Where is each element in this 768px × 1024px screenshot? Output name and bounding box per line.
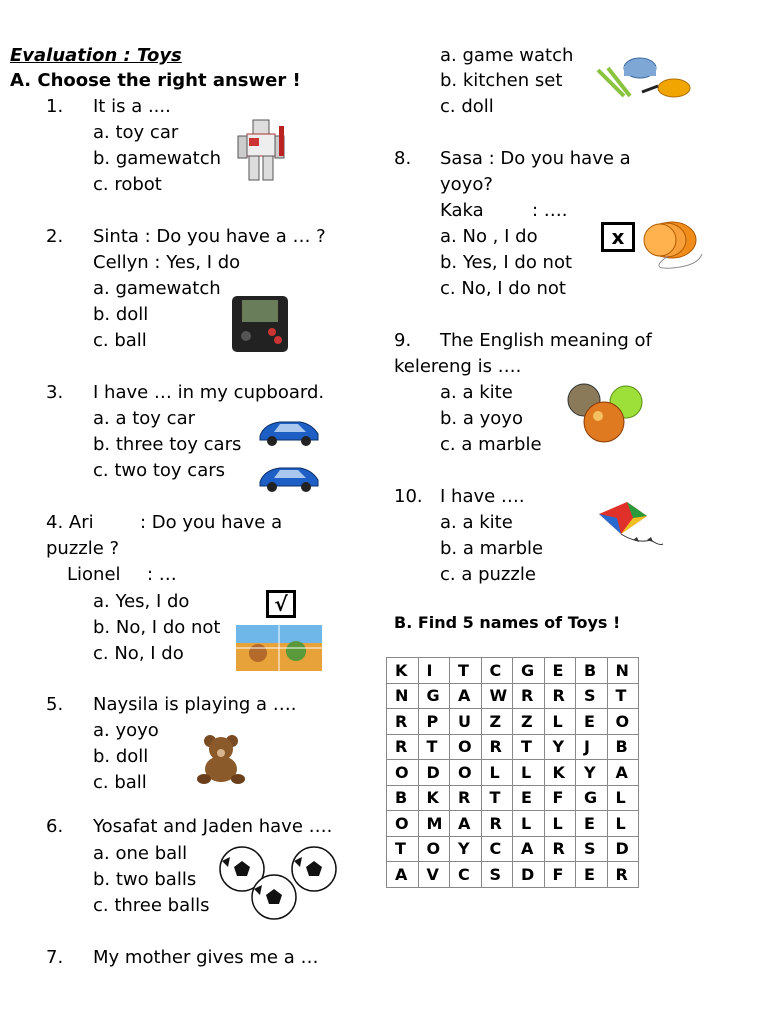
- grid-cell: V: [418, 862, 450, 888]
- grid-cell: E: [513, 785, 545, 811]
- grid-cell: L: [481, 760, 513, 786]
- question-text: It is a ....: [93, 96, 171, 117]
- question-text: : ….: [532, 200, 568, 221]
- grid-cell: Z: [481, 709, 513, 735]
- grid-cell: L: [544, 709, 576, 735]
- grid-cell: S: [481, 862, 513, 888]
- question-number: 3.: [46, 382, 64, 403]
- grid-cell: C: [481, 836, 513, 862]
- grid-cell: E: [576, 862, 608, 888]
- question-text: I have ….: [440, 486, 525, 507]
- grid-cell: R: [607, 862, 639, 888]
- grid-cell: O: [450, 760, 482, 786]
- grid-cell: L: [607, 785, 639, 811]
- question-text: My mother gives me a …: [93, 947, 319, 968]
- grid-cell: A: [450, 811, 482, 837]
- option: a. yoyo: [93, 720, 159, 741]
- grid-cell: L: [513, 760, 545, 786]
- grid-cell: N: [607, 658, 639, 684]
- question-number: 5.: [46, 694, 64, 715]
- grid-cell: O: [607, 709, 639, 735]
- grid-cell: G: [418, 683, 450, 709]
- grid-cell: D: [418, 760, 450, 786]
- option: c. ball: [93, 330, 147, 351]
- grid-cell: L: [607, 811, 639, 837]
- grid-cell: L: [544, 811, 576, 837]
- option: c. robot: [93, 174, 162, 195]
- option: b. a yoyo: [440, 408, 523, 429]
- kitchen-set-icon: [594, 52, 698, 102]
- grid-cell: F: [544, 862, 576, 888]
- question-number: 10.: [394, 486, 423, 507]
- question-number: 7.: [46, 947, 64, 968]
- grid-cell: B: [387, 785, 419, 811]
- grid-cell: R: [450, 785, 482, 811]
- puzzle-icon: [236, 625, 322, 671]
- grid-cell: O: [387, 760, 419, 786]
- question-number: 8.: [394, 148, 412, 169]
- marbles-icon: [566, 382, 646, 444]
- question-text: yoyo?: [440, 174, 493, 195]
- soccer-balls-icon: [216, 845, 340, 921]
- question-text: The English meaning of: [440, 330, 652, 351]
- grid-cell: E: [576, 811, 608, 837]
- question-number: 9.: [394, 330, 412, 351]
- question-number: 4. Ari: [46, 512, 94, 533]
- option: c. two toy cars: [93, 460, 226, 481]
- grid-cell: W: [481, 683, 513, 709]
- option: c. a marble: [440, 434, 542, 455]
- grid-cell: G: [513, 658, 545, 684]
- grid-cell: B: [607, 734, 639, 760]
- grid-cell: K: [387, 658, 419, 684]
- check-mark: √: [266, 590, 296, 618]
- grid-cell: G: [576, 785, 608, 811]
- grid-cell: Z: [513, 709, 545, 735]
- grid-cell: O: [387, 811, 419, 837]
- grid-cell: I: [418, 658, 450, 684]
- grid-row: [387, 811, 639, 837]
- question-number: 1.: [46, 96, 64, 117]
- grid-cell: P: [418, 709, 450, 735]
- option: a. toy car: [93, 122, 179, 143]
- grid-cell: R: [544, 683, 576, 709]
- game-watch-icon: [230, 294, 290, 354]
- grid-cell: R: [481, 734, 513, 760]
- grid-cell: C: [481, 658, 513, 684]
- option: b. a marble: [440, 538, 544, 559]
- option: b. doll: [93, 746, 149, 767]
- grid-cell: R: [387, 709, 419, 735]
- question-text: Sinta : Do you have a … ?: [93, 226, 326, 247]
- grid-cell: L: [513, 811, 545, 837]
- grid-row: [387, 862, 639, 888]
- grid-cell: T: [387, 836, 419, 862]
- grid-cell: T: [513, 734, 545, 760]
- question-text: kelereng is ….: [394, 356, 522, 377]
- grid-cell: S: [576, 683, 608, 709]
- grid-cell: D: [513, 862, 545, 888]
- option: a. a kite: [440, 512, 513, 533]
- option: c. three balls: [93, 895, 210, 916]
- option: b. kitchen set: [440, 70, 563, 91]
- option: c. ball: [93, 772, 147, 793]
- option: a. gamewatch: [93, 278, 221, 299]
- grid-cell: Y: [576, 760, 608, 786]
- option: c. a puzzle: [440, 564, 536, 585]
- grid-cell: T: [418, 734, 450, 760]
- section-a-heading: A. Choose the right answer !: [10, 70, 301, 91]
- toy-car-icon: [256, 410, 322, 450]
- option: b. gamewatch: [93, 148, 222, 169]
- question-text: I have … in my cupboard.: [93, 382, 325, 403]
- grid-row: [387, 734, 639, 760]
- teddy-bear-icon: [194, 733, 250, 785]
- grid-cell: M: [418, 811, 450, 837]
- robot-icon: [235, 118, 290, 183]
- question-text: : Do you have a: [140, 512, 283, 533]
- grid-cell: A: [387, 862, 419, 888]
- section-b-heading: B. Find 5 names of Toys !: [394, 613, 621, 632]
- option: a. one ball: [93, 843, 188, 864]
- question-text: : …: [147, 564, 177, 585]
- grid-cell: R: [387, 734, 419, 760]
- question-text: puzzle ?: [46, 538, 120, 559]
- page-title: Evaluation : Toys: [10, 45, 182, 66]
- grid-cell: R: [513, 683, 545, 709]
- kite-icon: [597, 500, 667, 554]
- grid-cell: B: [576, 658, 608, 684]
- grid-cell: Y: [544, 734, 576, 760]
- grid-row: [387, 836, 639, 862]
- option: a. Yes, I do: [93, 591, 190, 612]
- option: c. doll: [440, 96, 494, 117]
- grid-row: [387, 760, 639, 786]
- word-search-grid: [386, 657, 639, 888]
- question-text: Sasa : Do you have a: [440, 148, 631, 169]
- yoyo-icon: [638, 220, 706, 274]
- question-text: Yosafat and Jaden have ….: [93, 816, 333, 837]
- option: b. No, I do not: [93, 617, 221, 638]
- option: b. doll: [93, 304, 149, 325]
- grid-cell: C: [450, 862, 482, 888]
- toy-car-icon: [256, 456, 322, 496]
- cross-mark: x: [601, 222, 635, 252]
- option: a. No , I do: [440, 226, 538, 247]
- grid-cell: A: [607, 760, 639, 786]
- option: b. Yes, I do not: [440, 252, 573, 273]
- question-number: 2.: [46, 226, 64, 247]
- grid-cell: R: [544, 836, 576, 862]
- grid-cell: T: [450, 658, 482, 684]
- grid-cell: T: [481, 785, 513, 811]
- grid-cell: E: [576, 709, 608, 735]
- question-text: Lionel: [67, 564, 121, 585]
- grid-cell: E: [544, 658, 576, 684]
- grid-row: [387, 785, 639, 811]
- grid-cell: J: [576, 734, 608, 760]
- question-text: Kaka: [440, 200, 484, 221]
- grid-cell: F: [544, 785, 576, 811]
- grid-cell: N: [387, 683, 419, 709]
- grid-row: [387, 658, 639, 684]
- option: c. No, I do: [93, 643, 184, 664]
- grid-cell: Y: [450, 836, 482, 862]
- grid-cell: O: [450, 734, 482, 760]
- question-text: Cellyn : Yes, I do: [93, 252, 241, 273]
- question-number: 6.: [46, 816, 64, 837]
- option: b. three toy cars: [93, 434, 242, 455]
- grid-cell: U: [450, 709, 482, 735]
- grid-cell: O: [418, 836, 450, 862]
- grid-cell: K: [544, 760, 576, 786]
- grid-cell: K: [418, 785, 450, 811]
- grid-cell: R: [481, 811, 513, 837]
- grid-cell: S: [576, 836, 608, 862]
- grid-cell: D: [607, 836, 639, 862]
- grid-cell: A: [513, 836, 545, 862]
- grid-cell: T: [607, 683, 639, 709]
- option: c. No, I do not: [440, 278, 566, 299]
- grid-row: [387, 683, 639, 709]
- option: a. a toy car: [93, 408, 195, 429]
- question-text: Naysila is playing a ….: [93, 694, 297, 715]
- grid-cell: A: [450, 683, 482, 709]
- option: a. game watch: [440, 45, 574, 66]
- grid-row: [387, 709, 639, 735]
- option: b. two balls: [93, 869, 197, 890]
- option: a. a kite: [440, 382, 513, 403]
